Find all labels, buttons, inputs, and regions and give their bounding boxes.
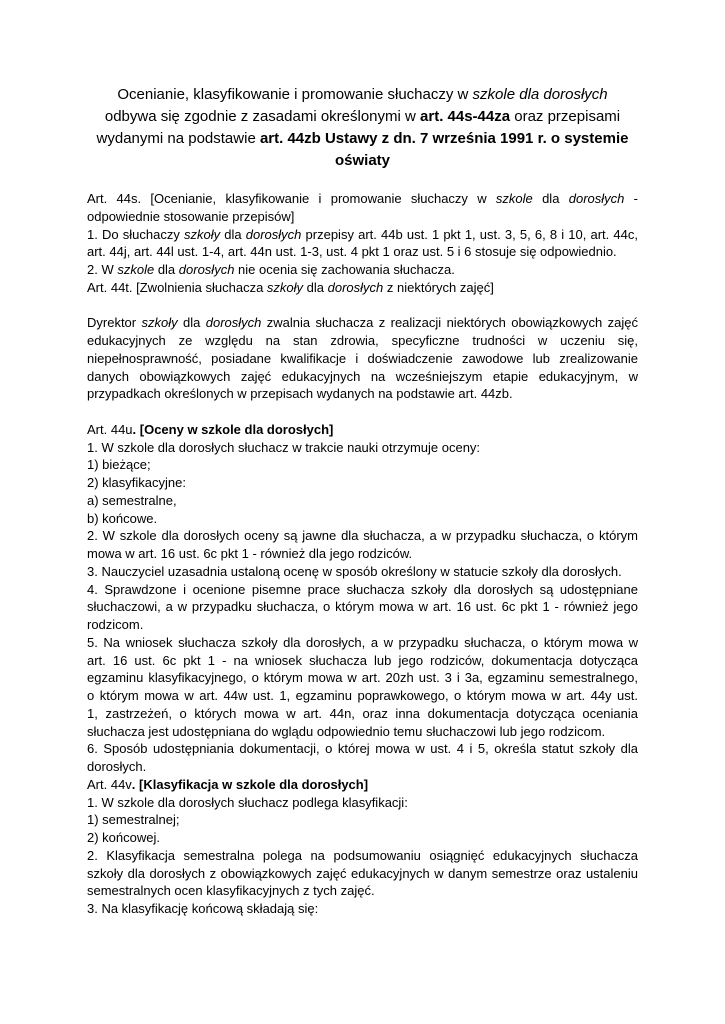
italic-text: dorosłych	[568, 191, 625, 206]
text-segment: Art. 44u	[87, 421, 133, 437]
text-segment: Art. 44s. [Ocenianie, klasyfikowanie i promowanie słuchaczy w	[87, 191, 496, 206]
text-segment: odbywa się zgodnie z zasadami określonymi w	[104, 108, 421, 125]
bold-text: . [Oceny w szkole dla dorosłych]	[132, 421, 334, 437]
article-heading	[87, 279, 638, 297]
text-line	[87, 261, 638, 279]
paragraph	[87, 581, 638, 634]
text-line	[87, 723, 638, 741]
text-line	[87, 439, 638, 457]
text-line	[87, 740, 638, 758]
text-line	[87, 226, 638, 244]
text-segment: a) semestralne,	[87, 492, 177, 508]
text-segment: Ocenianie, klasyfikowanie i promowanie słuchaczy w	[117, 86, 473, 103]
text-segment: słuchacza jest udostępniana do wglądu odpowiednio temu słuchaczowi lub jego rodzicom.	[87, 723, 606, 739]
italic-text: szkoły	[266, 279, 304, 295]
text-line	[87, 368, 638, 386]
text-section	[87, 421, 638, 918]
text-line	[87, 190, 638, 208]
article-heading	[87, 190, 638, 226]
paragraph	[87, 527, 638, 563]
article-heading	[87, 776, 638, 794]
text-segment: zwalnia słuchacza z realizacji niektórych obowiązkowych zajęć	[261, 315, 638, 331]
text-segment: b) końcowe.	[87, 510, 158, 526]
text-segment: mowa w art. 16 ust. 6c pkt 1 - również dla jego rodziców.	[87, 546, 413, 561]
text-line	[87, 598, 638, 616]
text-segment: 2. W	[87, 262, 118, 277]
text-segment: dla	[532, 191, 569, 206]
bold-text: . [Klasyfikacja w szkole dla dorosłych]	[131, 776, 369, 792]
text-line	[87, 527, 638, 545]
text-segment: -	[624, 191, 639, 206]
text-line	[87, 829, 638, 847]
text-line	[87, 758, 638, 776]
text-line	[87, 208, 638, 226]
text-line	[87, 385, 638, 403]
paragraph	[87, 226, 638, 262]
text-segment: 2. W szkole dla dorosłych oceny są jawne dla słuchacza, a w przypadku słuchacza, o którym	[87, 528, 638, 544]
text-line	[87, 882, 638, 900]
text-line	[87, 669, 638, 687]
text-segment: Art. 44t. [Zwolnienia słuchacza	[87, 279, 267, 295]
text-line	[87, 616, 638, 634]
article-heading	[87, 421, 638, 439]
text-segment: art. 16 ust. 6c pkt 1 - na wniosek słuchacza lub jego rodziców, dokumentacja dotycząca	[87, 652, 638, 668]
text-line	[87, 652, 638, 670]
text-line	[87, 581, 638, 599]
text-segment: 1. W szkole dla dorosłych słuchacz w trakcie nauki otrzymuje oceny:	[87, 439, 481, 455]
bold-text: art. 44s-44za	[420, 108, 511, 125]
text-line	[87, 279, 638, 297]
text-segment: 2. Klasyfikacja semestralna polega na podsumowaniu osiągnięć edukacyjnych słuchacza	[87, 847, 638, 863]
text-section	[87, 190, 638, 297]
paragraph	[87, 634, 638, 741]
italic-text: dorosłych	[205, 315, 262, 331]
text-segment: dla	[154, 262, 179, 277]
text-line	[87, 350, 638, 368]
paragraph	[87, 456, 638, 474]
italic-text: szkoły	[183, 226, 221, 242]
document-title	[40, 84, 685, 172]
text-line	[87, 900, 638, 918]
text-line	[87, 794, 638, 812]
text-line	[87, 865, 638, 883]
paragraph	[87, 794, 638, 812]
text-segment: danych obowiązkowych zajęć edukacyjnych na wcześniejszym etapie edukacyjnym, w	[87, 368, 638, 384]
text-segment: 1. W szkole dla dorosłych słuchacz podlega klasyfikacji:	[87, 794, 408, 810]
bold-text: art. 44zb Ustawy z dn. 7 września 1991 r. o systemie	[259, 130, 629, 147]
text-segment: rodzicom.	[87, 617, 144, 632]
text-segment: 5. Na wniosek słuchacza szkoły dla dorosłych, a w przypadku słuchacza, o którym mowa w	[87, 634, 638, 650]
text-line	[87, 811, 638, 829]
italic-text: szkoły	[141, 315, 178, 331]
paragraph	[87, 510, 638, 528]
paragraph	[87, 829, 638, 847]
text-segment: 1, zastrzeżeń, o których mowa w art. 44n, oraz inna dokumentacja dotycząca oceniania	[87, 705, 638, 721]
text-segment: semestralnych ocen klasyfikacyjnych z tych zajęć.	[87, 883, 375, 899]
document-body	[87, 190, 638, 918]
text-line	[87, 456, 638, 474]
bold-text: oświaty	[334, 152, 391, 169]
text-line	[87, 776, 638, 794]
text-segment: 1) semestralnej;	[87, 812, 180, 828]
paragraph	[87, 314, 638, 403]
text-segment: 1. Do słuchaczy	[87, 226, 184, 242]
text-segment: 2) końcowej.	[87, 830, 160, 845]
text-line	[87, 332, 638, 350]
text-segment: 2) klasyfikacyjne:	[87, 475, 186, 490]
text-line	[87, 474, 638, 492]
text-segment: z niektórych zajęć]	[383, 279, 494, 295]
title-line	[40, 106, 685, 128]
italic-text: dorosłych	[245, 226, 302, 242]
text-segment: egzaminu klasyfikacyjnego, o którym mowa w art. 20zh ust. 3 i 3a, egzaminu semestralnego,	[87, 670, 638, 686]
text-line	[87, 705, 638, 723]
text-segment: Art. 44v	[87, 776, 132, 792]
paragraph	[87, 847, 638, 900]
text-segment: 3. Na klasyfikację końcową składają się:	[87, 901, 319, 916]
paragraph	[87, 563, 638, 581]
italic-text: szkole	[117, 262, 155, 277]
text-segment: dla	[220, 226, 246, 242]
paragraph	[87, 740, 638, 776]
text-line	[87, 847, 638, 865]
text-section	[87, 314, 638, 403]
text-segment: 4. Sprawdzone i ocenione pisemne prace słuchacza szkoły dla dorosłych są udostępniane	[87, 581, 638, 597]
text-line	[87, 243, 638, 261]
text-segment: dla	[303, 279, 328, 295]
paragraph	[87, 439, 638, 457]
text-segment: oraz przepisami	[510, 108, 621, 125]
title-line	[40, 128, 685, 150]
text-line	[87, 421, 638, 439]
text-segment: dla	[177, 315, 206, 331]
text-segment: Dyrektor	[87, 315, 142, 331]
text-segment: odpowiednie stosowanie przepisów]	[87, 208, 295, 224]
text-segment: 6. Sposób udostępniania dokumentacji, o której mowa w ust. 4 i 5, określa statut szkoły dla	[87, 741, 638, 757]
paragraph	[87, 492, 638, 510]
text-segment: słuchaczowi, a w przypadku słuchacza, o którym mowa w art. 16 ust. 6c pkt 1 - również jego	[87, 599, 638, 615]
text-segment: szkoły dla dorosłych z obowiązkowych zajęć edukacyjnych w danym semestrze oraz ustaleniu	[87, 865, 638, 881]
title-line	[40, 150, 685, 172]
text-segment: edukacyjnych ze względu na stan zdrowia, specyficzne trudności w uczeniu się,	[87, 333, 638, 348]
text-line	[87, 563, 638, 581]
italic-text: dorosłych	[178, 262, 235, 277]
paragraph	[87, 900, 638, 918]
italic-text: szkole dla dorosłych	[472, 86, 608, 103]
text-segment: przepisy art. 44b ust. 1 pkt 1, ust. 3, 5, 6, 8 i 10, art. 44c,	[301, 226, 638, 242]
text-segment: przypadkach określonych w przepisach wydanych na podstawie art. 44zb.	[87, 386, 513, 402]
text-segment: 1) bieżące;	[87, 457, 151, 473]
text-line	[87, 545, 638, 563]
text-segment: art. 44j, art. 44l ust. 1-4, art. 44n ust. 1-3, ust. 4 pkt 1 oraz ust. 5 i 6 stosuje się odpowiednio.	[87, 244, 617, 260]
paragraph	[87, 261, 638, 279]
paragraph	[87, 474, 638, 492]
text-segment: niepełnosprawność, posiadane kwalifikacje i doświadczenie zawodowe lub zrealizowanie	[87, 350, 638, 366]
text-segment: wydanymi na podstawie	[96, 130, 260, 147]
text-segment: o którym mowa w art. 44w ust. 1, egzaminu poprawkowego, o którym mowa w art. 44y ust.	[87, 688, 638, 703]
italic-text: dorosłych	[327, 279, 384, 295]
paragraph	[87, 811, 638, 829]
text-segment: dorosłych.	[87, 759, 147, 774]
text-segment: 3. Nauczyciel uzasadnia ustaloną ocenę w sposób określony w statucie szkoły dla dorosłych.	[87, 563, 622, 579]
text-line	[87, 687, 638, 705]
italic-text: szkole	[495, 191, 533, 206]
title-line	[40, 84, 685, 106]
text-line	[87, 634, 638, 652]
text-line	[87, 492, 638, 510]
text-line	[87, 314, 638, 332]
text-line	[87, 510, 638, 528]
text-segment: nie ocenia się zachowania słuchacza.	[234, 262, 455, 277]
